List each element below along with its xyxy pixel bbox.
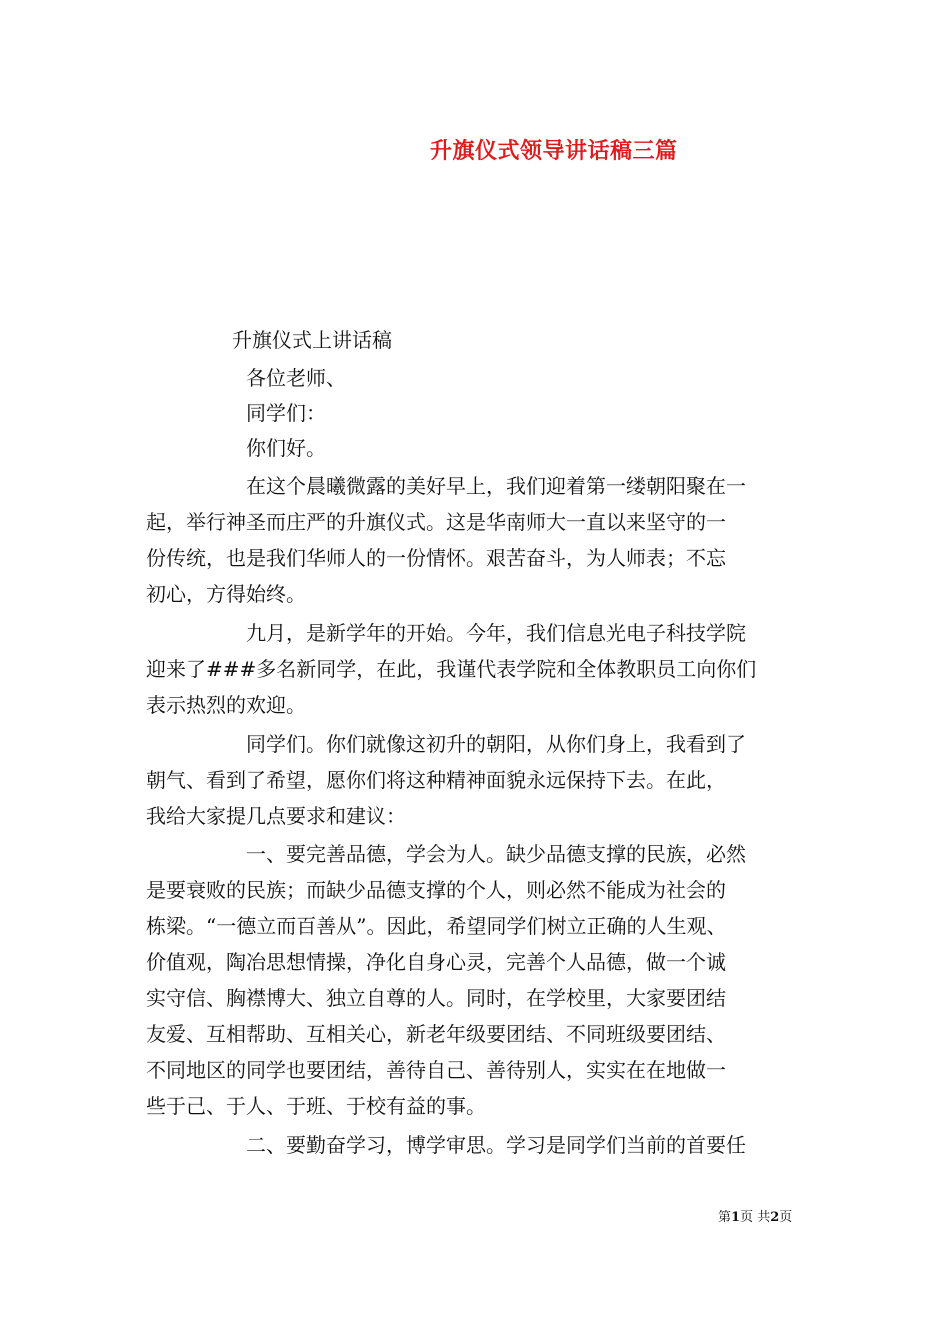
paragraph-line: 我给大家提几点要求和建议： xyxy=(146,804,406,828)
paragraph-line: 一、要完善品德，学会为人。缺少品德支撑的民族，必然 xyxy=(246,842,746,866)
footer-prefix: 第 xyxy=(718,1210,732,1225)
paragraph-line: 份传统，也是我们华师人的一份情怀。艰苦奋斗，为人师表；不忘 xyxy=(146,546,726,570)
footer-middle: 页 共 xyxy=(740,1210,771,1225)
salutation-line: 同学们： xyxy=(246,401,326,425)
section-heading: 升旗仪式上讲话稿 xyxy=(232,328,392,352)
paragraph-line: 朝气、看到了希望，愿你们将这种精神面貌永远保持下去。在此， xyxy=(146,768,726,792)
document-title: 升旗仪式领导讲话稿三篇 xyxy=(430,138,678,164)
paragraph-line: 在这个晨曦微露的美好早上，我们迎着第一缕朝阳聚在一 xyxy=(246,474,746,498)
paragraph-line: 二、要勤奋学习，博学审思。学习是同学们当前的首要任 xyxy=(246,1133,746,1157)
paragraph-line: 是要衰败的民族；而缺少品德支撑的个人，则必然不能成为社会的 xyxy=(146,878,726,902)
footer-suffix: 页 xyxy=(779,1210,793,1225)
paragraph-line: 实守信、胸襟博大、独立自尊的人。同时，在学校里，大家要团结 xyxy=(146,986,726,1010)
paragraph-line: 迎来了###多名新同学，在此，我谨代表学院和全体教职员工向你们 xyxy=(146,657,757,681)
paragraph-line: 表示热烈的欢迎。 xyxy=(146,693,306,717)
greeting-line: 你们好。 xyxy=(246,436,326,460)
paragraph-line: 九月，是新学年的开始。今年，我们信息光电子科技学院 xyxy=(246,621,746,645)
paragraph-line: 同学们。你们就像这初升的朝阳，从你们身上，我看到了 xyxy=(246,732,746,756)
footer-total-pages: 2 xyxy=(770,1210,780,1225)
paragraph-line: 栋梁。“一德立而百善从”。因此，希望同学们树立正确的人生观、 xyxy=(146,914,727,938)
paragraph-line: 友爱、互相帮助、互相关心，新老年级要团结、不同班级要团结、 xyxy=(146,1022,726,1046)
paragraph-line: 初心，方得始终。 xyxy=(146,582,306,606)
salutation-line: 各位老师、 xyxy=(246,366,346,390)
paragraph-line: 起，举行神圣而庄严的升旗仪式。这是华南师大一直以来坚守的一 xyxy=(146,510,726,534)
paragraph-line: 价值观，陶冶思想情操，净化自身心灵，完善个人品德，做一个诚 xyxy=(146,950,726,974)
footer-page-number: 1 xyxy=(731,1210,741,1225)
page-number-footer xyxy=(718,1206,792,1225)
paragraph-line: 不同地区的同学也要团结，善待自己、善待别人，实实在在地做一 xyxy=(146,1058,726,1082)
paragraph-line: 些于己、于人、于班、于校有益的事。 xyxy=(146,1094,486,1118)
